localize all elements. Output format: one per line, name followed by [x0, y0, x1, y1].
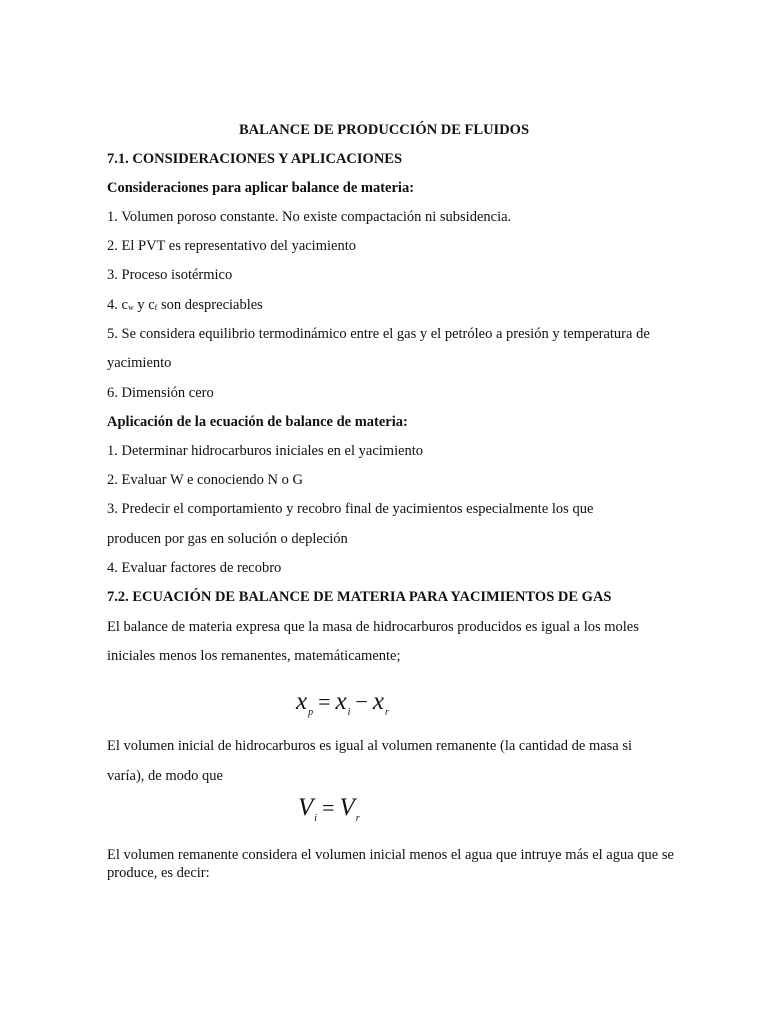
paragraph-2-line-2: varía), de modo que	[107, 768, 223, 784]
paragraph-2-line-1: El volumen inicial de hidrocarburos es igual al volumen remanente (la cantidad de masa si	[107, 738, 633, 754]
application-item-3: 3. Predecir el comportamiento y recobro final de yacimientos especialmente los que	[107, 501, 594, 517]
eq2-equals: =	[322, 795, 335, 820]
eq2-lhs-var: V	[298, 794, 314, 821]
eq2-lhs-sub: i	[314, 813, 318, 824]
application-item-4: 4. Evaluar factores de recobro	[107, 560, 282, 576]
paragraph-1-line-1: El balance de materia expresa que la masa de hidrocarburos producidos es igual a los moles	[107, 619, 639, 635]
consideration-item-2: 2. El PVT es representativo del yacimiento	[107, 238, 356, 254]
subscript-w: w	[127, 303, 134, 312]
application-item-3-cont: producen por gas en solución o depleción	[107, 531, 348, 547]
paragraph-3-line-2: produce, es decir:	[107, 865, 210, 881]
eq1-term1-var: x	[335, 688, 347, 715]
eq1-term1-sub: i	[347, 707, 351, 718]
equation-volume-balance	[298, 793, 360, 834]
consideration-item-6: 6. Dimensión cero	[107, 385, 214, 401]
eq1-term2-sub: r	[384, 707, 389, 718]
consideration-item-5-cont: yacimiento	[107, 355, 172, 371]
consideration-item-5: 5. Se considera equilibrio termodinámico entre el gas y el petróleo a presión y temperatura de	[107, 326, 650, 342]
eq1-term2-var: x	[372, 688, 384, 715]
consideration-item-4	[107, 296, 263, 317]
eq1-lhs-var: x	[296, 688, 308, 715]
applications-heading: Aplicación de la ecuación de balance de materia:	[107, 414, 408, 430]
eq1-minus: −	[355, 689, 368, 714]
consideration-item-3: 3. Proceso isotérmico	[107, 267, 233, 283]
paragraph-1-line-2: iniciales menos los remanentes, matemáticamente;	[107, 648, 401, 664]
consideration-item-4-mid: y c	[133, 297, 155, 313]
document-title: BALANCE DE PRODUCCIÓN DE FLUIDOS	[238, 122, 530, 138]
consideration-item-4-suffix: son despreciables	[157, 297, 263, 313]
eq2-rhs-sub: r	[355, 813, 360, 824]
equation-mass-balance	[296, 687, 389, 728]
eq2-rhs-var: V	[339, 794, 355, 821]
considerations-heading: Consideraciones para aplicar balance de materia:	[107, 180, 415, 196]
consideration-item-4-prefix: 4. c	[107, 297, 128, 313]
section-heading-7-2: 7.2. ECUACIÓN DE BALANCE DE MATERIA PARA YACIMIENTOS DE GAS	[107, 589, 612, 605]
application-item-1: 1. Determinar hidrocarburos iniciales en el yacimiento	[107, 443, 424, 459]
eq1-equals: =	[318, 689, 331, 714]
application-item-2: 2. Evaluar W e conociendo N o G	[107, 472, 303, 488]
consideration-item-1: 1. Volumen poroso constante. No existe compactación ni subsidencia.	[107, 209, 512, 225]
subscript-f: f	[154, 303, 158, 312]
section-heading-7-1: 7.1. CONSIDERACIONES Y APLICACIONES	[107, 151, 403, 167]
paragraph-3-line-1: El volumen remanente considera el volumen inicial menos el agua que intruye más el agua que se	[107, 847, 674, 863]
eq1-lhs-sub: p	[308, 707, 314, 718]
